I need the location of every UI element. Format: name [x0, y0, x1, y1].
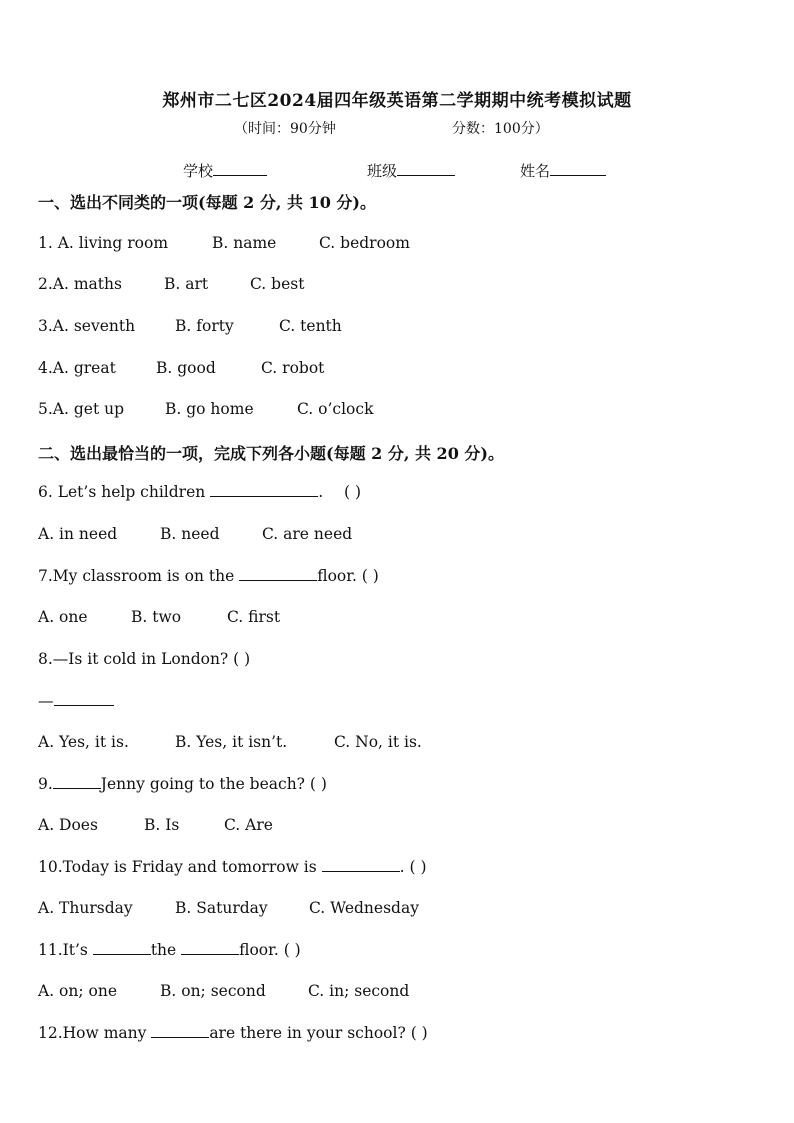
- answer-blank-2[interactable]: [181, 953, 239, 955]
- option-b: B. Is: [144, 816, 180, 834]
- question-7: [38, 567, 379, 585]
- section-1-heading: 一、选出不同类的一项(每题 2 分, 共 10 分)。: [38, 193, 376, 212]
- question-7-options: [38, 608, 281, 626]
- question-6-options: [38, 525, 353, 543]
- question-text-mid: the: [150, 941, 182, 959]
- question-8-answer: [38, 692, 114, 710]
- name-field: [520, 160, 606, 181]
- school-blank[interactable]: [213, 174, 267, 176]
- question-text-end: are there in your school? ( ): [209, 1024, 428, 1042]
- question-8: 8.—Is it cold in London? ( ): [38, 650, 251, 668]
- question-text-end: floor. ( ): [317, 567, 379, 585]
- total-score: 分数：100分）: [452, 121, 549, 137]
- option-c: C. Are: [224, 816, 273, 834]
- option-c: C. first: [227, 608, 281, 626]
- option-b: B. name: [212, 234, 277, 252]
- question-text: 11.It’s: [38, 941, 93, 959]
- question-number: 1.: [38, 234, 53, 252]
- question-text: 12.How many: [38, 1024, 152, 1042]
- question-3: [38, 317, 342, 335]
- option-c: C. in; second: [308, 982, 410, 1000]
- question-number: 9.: [38, 775, 53, 793]
- class-blank[interactable]: [397, 174, 455, 176]
- section-2-heading: 二、选出最恰当的一项，完成下列各小题(每题 2 分, 共 20 分)。: [38, 444, 504, 463]
- option-a: A. Yes, it is.: [38, 733, 129, 751]
- answer-blank[interactable]: [54, 704, 114, 706]
- name-blank[interactable]: [550, 174, 606, 176]
- answer-bracket[interactable]: ( ): [344, 483, 362, 501]
- question-12: [38, 1024, 428, 1042]
- question-5: [38, 400, 374, 418]
- option-b: B. Saturday: [175, 899, 268, 917]
- option-b: B. good: [156, 359, 216, 377]
- question-11: [38, 941, 301, 959]
- option-a: A. seventh: [52, 317, 136, 335]
- answer-blank[interactable]: [53, 787, 101, 789]
- option-a: A. in need: [38, 525, 118, 543]
- school-field: [183, 160, 267, 181]
- option-a: A. maths: [52, 275, 122, 293]
- option-b: B. Yes, it isn’t.: [175, 733, 288, 751]
- option-b: B. forty: [175, 317, 234, 335]
- question-number: 4.: [38, 359, 53, 377]
- option-c: C. bedroom: [319, 234, 410, 252]
- option-a: A. Does: [38, 816, 98, 834]
- question-text: 6. Let’s help children: [38, 483, 211, 501]
- option-c: C. Wednesday: [309, 899, 419, 917]
- option-c: C. best: [250, 275, 305, 293]
- option-a: A. great: [52, 359, 116, 377]
- question-text-end: . ( ): [399, 858, 427, 876]
- option-c: C. tenth: [279, 317, 342, 335]
- option-a: A. living room: [57, 234, 169, 252]
- option-a: A. on; one: [38, 982, 117, 1000]
- question-text-end: .: [318, 483, 324, 501]
- option-c: C. are need: [262, 525, 353, 543]
- option-b: B. need: [160, 525, 220, 543]
- time-limit: （时间：90分钟: [234, 121, 336, 137]
- option-c: C. robot: [261, 359, 325, 377]
- question-number: 5.: [38, 400, 53, 418]
- question-9-options: [38, 816, 273, 834]
- class-label: 班级: [367, 162, 398, 180]
- question-text: 10.Today is Friday and tomorrow is: [38, 858, 322, 876]
- question-10-options: [38, 899, 419, 917]
- question-10: [38, 858, 427, 876]
- answer-blank-1[interactable]: [93, 953, 151, 955]
- answer-blank[interactable]: [322, 870, 400, 872]
- option-b: B. go home: [165, 400, 254, 418]
- question-4: [38, 359, 325, 377]
- question-9: [38, 775, 327, 793]
- question-6: [38, 483, 362, 501]
- name-label: 姓名: [520, 162, 551, 180]
- option-a: A. one: [38, 608, 88, 626]
- answer-blank[interactable]: [151, 1036, 209, 1038]
- question-11-options: [38, 982, 410, 1000]
- option-c: C. No, it is.: [334, 733, 422, 751]
- dash: —: [38, 692, 54, 710]
- answer-blank[interactable]: [210, 495, 318, 497]
- page-title: 郑州市二七区2024届四年级英语第二学期期中统考模拟试题: [162, 91, 632, 111]
- school-label: 学校: [183, 162, 214, 180]
- question-text: Jenny going to the beach? ( ): [100, 775, 327, 793]
- question-number: 3.: [38, 317, 53, 335]
- question-number: 2.: [38, 275, 53, 293]
- option-b: B. on; second: [160, 982, 266, 1000]
- class-field: [367, 160, 455, 181]
- question-2: [38, 275, 305, 293]
- option-b: B. art: [164, 275, 209, 293]
- question-text: 7.My classroom is on the: [38, 567, 240, 585]
- option-c: C. o’clock: [297, 400, 374, 418]
- answer-blank[interactable]: [239, 579, 317, 581]
- option-b: B. two: [131, 608, 182, 626]
- question-8-options: [38, 733, 422, 751]
- option-a: A. get up: [52, 400, 124, 418]
- question-text-end: floor. ( ): [239, 941, 301, 959]
- question-1: [38, 234, 410, 252]
- option-a: A. Thursday: [38, 899, 133, 917]
